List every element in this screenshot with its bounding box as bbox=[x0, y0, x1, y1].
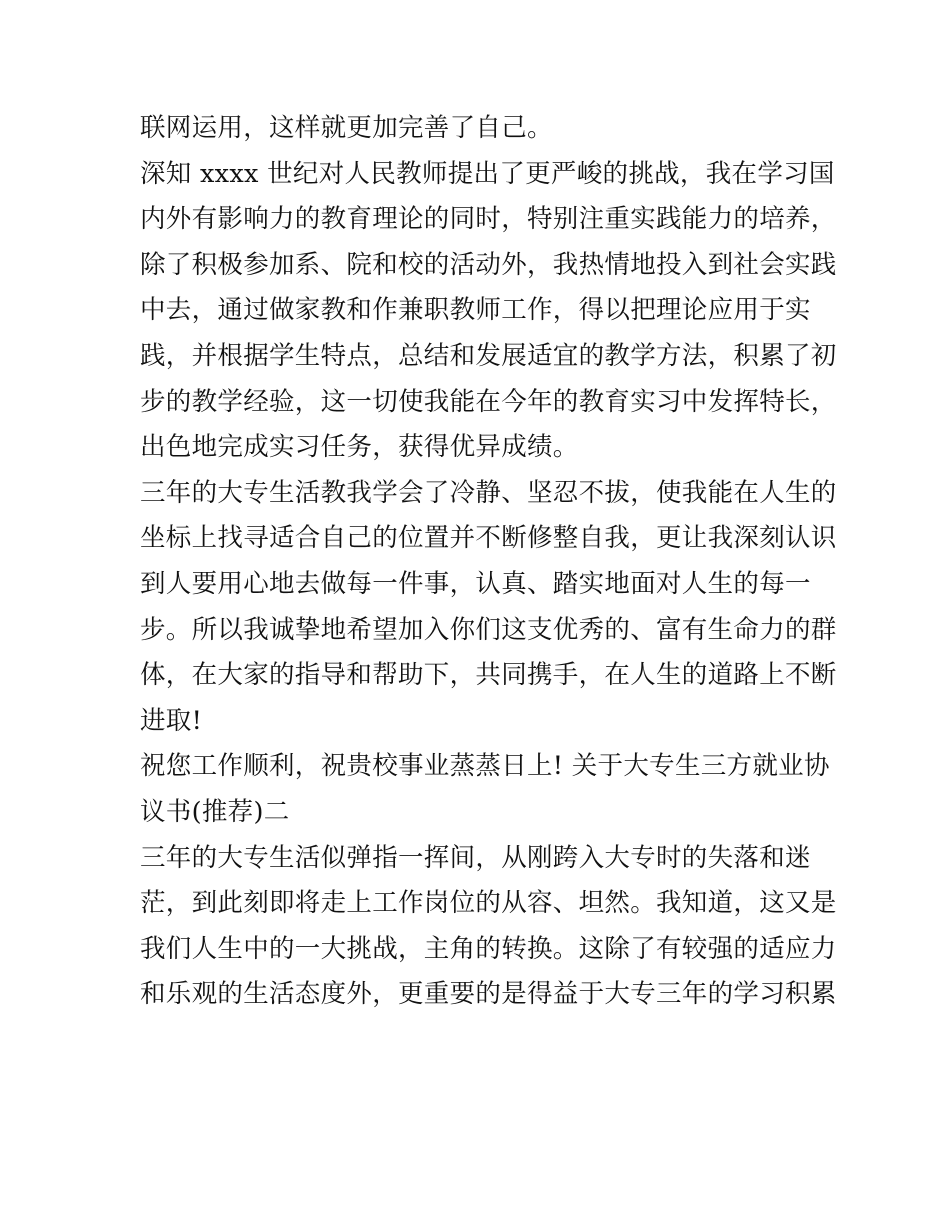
text-line: 坐标上找寻适合自己的位置并不断修整自我，更让我深刻认识 bbox=[140, 523, 837, 554]
text-line: 内外有影响力的教育理论的同时，特别注重实践能力的培养， bbox=[140, 204, 837, 235]
text-line: 步。所以我诚挚地希望加入你们这支优秀的、富有生命力的群 bbox=[140, 614, 837, 645]
text-line: 三年的大专生活似弹指一挥间，从刚跨入大专时的失落和迷 bbox=[140, 842, 811, 873]
text-line: 除了积极参加系、院和校的活动外，我热情地投入到社会实践 bbox=[140, 249, 837, 280]
text-line: 出色地完成实习任务，获得优异成绩。 bbox=[140, 432, 579, 463]
text-line: 联网运用，这样就更加完善了自己。 bbox=[140, 113, 553, 143]
text-line: 践，并根据学生特点，总结和发展适宜的教学方法，积累了初 bbox=[140, 340, 837, 371]
text-line: 茫，到此刻即将走上工作岗位的从容、坦然。我知道，这又是 bbox=[140, 888, 837, 919]
body-text bbox=[140, 106, 837, 1018]
text-line: 进取! bbox=[140, 705, 203, 736]
text-line: 深知 xxxx 世纪对人民教师提出了更严峻的挑战，我在学习国 bbox=[140, 158, 835, 189]
text-line: 和乐观的生活态度外，更重要的是得益于大专三年的学习积累 bbox=[140, 979, 837, 1010]
text-line: 议书(推荐)二 bbox=[140, 796, 290, 827]
text-line: 中去，通过做家教和作兼职教师工作，得以把理论应用于实 bbox=[140, 295, 811, 326]
text-line: 到人要用心地去做每一件事，认真、踏实地面对人生的每一 bbox=[140, 568, 811, 599]
text-line: 祝您工作顺利，祝贵校事业蒸蒸日上! 关于大专生三方就业协 bbox=[140, 751, 830, 782]
text-line: 我们人生中的一大挑战，主角的转换。这除了有较强的适应力 bbox=[140, 933, 837, 964]
text-line: 体，在大家的指导和帮助下，共同携手，在人生的道路上不断 bbox=[140, 660, 837, 691]
text-line: 三年的大专生活教我学会了冷静、坚忍不拔，使我能在人生的 bbox=[140, 477, 837, 508]
text-line: 步的教学经验，这一切使我能在今年的教育实习中发挥特长， bbox=[140, 386, 837, 417]
